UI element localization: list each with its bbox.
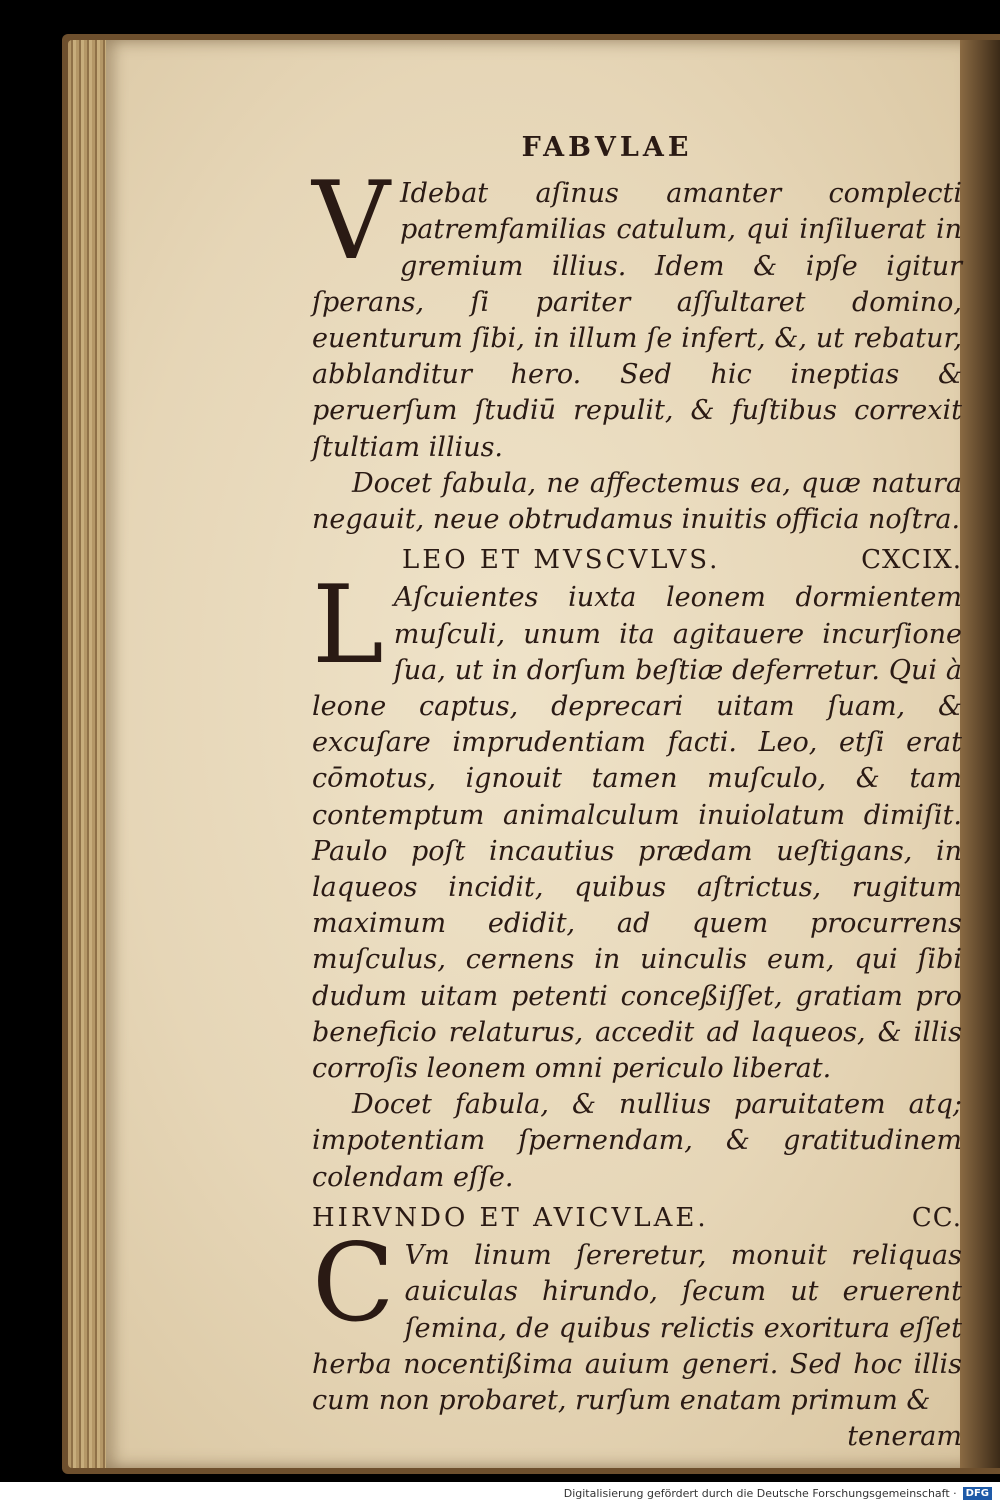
- fable-3-body: [312, 1221, 962, 1419]
- fable-2-text: Aſcuientes iuxta leonem dormientem muſculi, unum ita agitauere incurſione ſua, ut in dorſum beſtiæ deferretur. Qui à leone captus, deprecari uitam ſuam, & excuſare imprudentiam facti. Leo, etſi erat cōmotus, ignouit tamen muſculo, & tam contemptum animalculum inuiolatum dimiſit. Paulo poſt incautius prædam ueſtigans, in laqueos incidit, quibus aſtrictus, rugitum maximum edidit, ad quem procurrens muſculus, cernens in uinculis eum, qui ſibi dudum uitam petenti conceßiſſet, gratiam pro beneficio relaturus, accedit ad laqueos, & illis corroſis leonem omni periculo liberat.: [312, 582, 962, 1085]
- footer-credit: Digitalisierung gefördert durch die Deutsche Forschungsgemeinschaft ·: [563, 1486, 957, 1500]
- fable-3-text: Vm linum ſereretur, monuit reliquas auiculas hirundo, ſecum ut eruerent ſemina, de quibus relictis exoritura eſſet herba nocentißima auium generi. Sed hoc illis cum non probaret, rurſum enatam primum &: [312, 1240, 962, 1416]
- fable-1-moral: Docet fabula, ne affectemus ea, quæ natura negauit, neue obtrudamus inuitis officia noſtra.: [312, 467, 962, 536]
- fable-1-text: Idebat aſinus amanter complecti patremfamilias catulum, qui inſiluerat in gremium illius. Idem & ipſe igitur ſperans, ſi pariter aſſultaret domino, euenturum ſibi, in illum ſe infert, &, ut rebatur, abblanditur hero. Sed hic ineptias & peruerſum ſtudiū repulit, & fuſtibus correxit ſtultiam illius.: [312, 178, 962, 463]
- page-edges: [68, 40, 108, 1468]
- fable-2-moral: Docet fabula, & nullius paruitatem atq; impotentiam ſpernendam, & gratitudinem colendam eſſe.: [312, 1089, 962, 1193]
- running-head: FABVLAE: [521, 132, 693, 163]
- fable-3-title: HIRVNDO ET AVICVLAE.: [312, 1202, 709, 1233]
- fable-1-body: [312, 159, 962, 466]
- fable-2-title: LEO ET MVSCVLVS.: [402, 545, 721, 576]
- fable-2-body: [312, 563, 962, 1087]
- fable-2-heading: [312, 542, 962, 578]
- drop-cap-l: L: [312, 563, 384, 689]
- fable-3-number: CC.: [911, 1202, 962, 1233]
- fable-2-number: CXCIX.: [861, 545, 962, 576]
- catchword: teneram: [847, 1421, 962, 1453]
- book-gutter: [960, 40, 1000, 1468]
- fable-3-heading: [312, 1200, 962, 1236]
- footer-bar: [0, 1482, 1000, 1504]
- page-text: [312, 130, 962, 1455]
- dfg-logo: DFG: [963, 1487, 992, 1500]
- drop-cap-c: C: [312, 1221, 395, 1347]
- drop-cap-v: V: [312, 159, 390, 285]
